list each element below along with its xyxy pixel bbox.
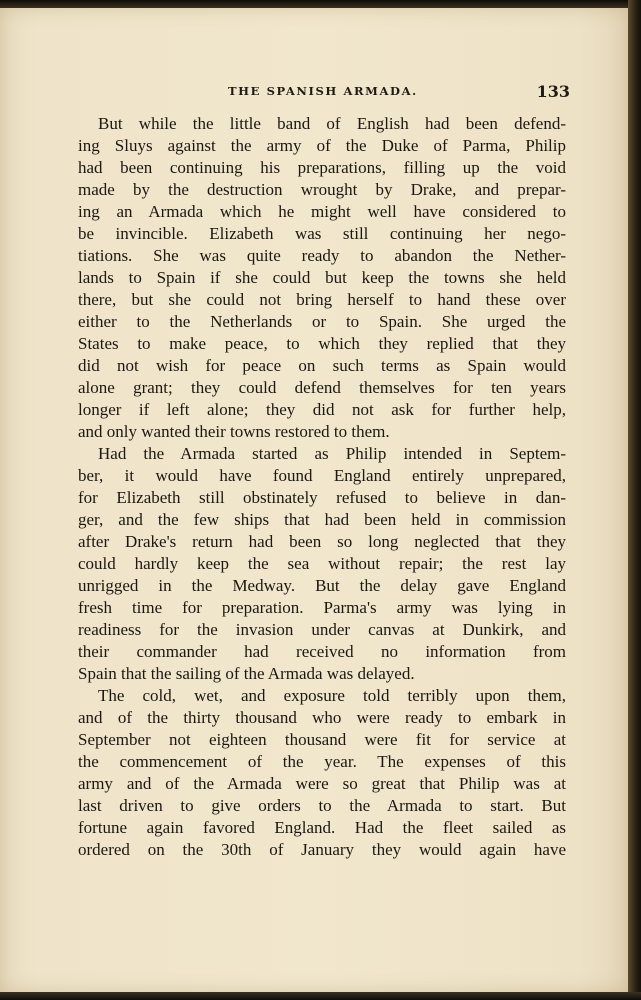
book-spine: [628, 0, 641, 1000]
text-line: could hardly keep the sea without repair; the rest lay: [78, 554, 566, 573]
text-line: ger, and the few ships that had been held in commission: [78, 510, 566, 529]
text-line: Spain that the sailing of the Armada was delayed.: [78, 664, 415, 683]
text-line: readiness for the invasion under canvas at Dunkirk, and: [78, 620, 566, 639]
text-line: had been continuing his preparations, filling up the void: [78, 158, 566, 177]
text-line: States to make peace, to which they replied that they: [78, 334, 566, 353]
text-line: fresh time for preparation. Parma's army was lying in: [78, 598, 566, 617]
text-line: tiations. She was quite ready to abandon the Nether-: [78, 246, 566, 265]
text-line: there, but she could not bring herself to hand these over: [78, 290, 566, 309]
text-line: ing an Armada which he might well have considered to: [78, 202, 566, 221]
text-line: made by the destruction wrought by Drake, and prepar-: [78, 180, 566, 199]
top-page-edge: [0, 0, 641, 8]
text-line: the commencement of the year. The expenses of this: [78, 752, 566, 771]
text-line: and only wanted their towns restored to them.: [78, 422, 390, 441]
text-line: last driven to give orders to the Armada to start. But: [78, 796, 566, 815]
text-line: fortune again favored England. Had the fleet sailed as: [78, 818, 566, 837]
text-line: for Elizabeth still obstinately refused to believe in dan-: [78, 488, 566, 507]
text-line: The cold, wet, and exposure told terribly upon them,: [98, 686, 566, 705]
text-line: be invincible. Elizabeth was still continuing her nego-: [78, 224, 566, 243]
text-line: longer if left alone; they did not ask for further help,: [78, 400, 566, 419]
text-line: ordered on the 30th of January they would again have: [78, 840, 566, 859]
text-line: alone grant; they could defend themselves for ten years: [78, 378, 566, 397]
text-line: But while the little band of English had been defend-: [98, 114, 566, 133]
page-number: 133: [536, 82, 570, 101]
text-line: their commander had received no information from: [78, 642, 566, 661]
text-line: either to the Netherlands or to Spain. She urged the: [78, 312, 566, 331]
page-header: [78, 82, 570, 102]
text-line: September not eighteen thousand were fit for service at: [78, 730, 566, 749]
text-line: unrigged in the Medway. But the delay gave England: [78, 576, 566, 595]
text-line: army and of the Armada were so great that Philip was at: [78, 774, 566, 793]
text-line: lands to Spain if she could but keep the towns she held: [78, 268, 566, 287]
text-line: and of the thirty thousand who were ready to embark in: [78, 708, 566, 727]
text-line: did not wish for peace on such terms as Spain would: [78, 356, 566, 375]
text-line: after Drake's return had been so long neglected that they: [78, 532, 566, 551]
bottom-page-edge: [0, 992, 641, 1000]
text-line: ing Sluys against the army of the Duke of Parma, Philip: [78, 136, 566, 155]
running-head: THE SPANISH ARMADA.: [228, 84, 418, 98]
body-text: [78, 113, 566, 861]
text-line: ber, it would have found England entirely unprepared,: [78, 466, 566, 485]
text-line: Had the Armada started as Philip intended in Septem-: [98, 444, 566, 463]
